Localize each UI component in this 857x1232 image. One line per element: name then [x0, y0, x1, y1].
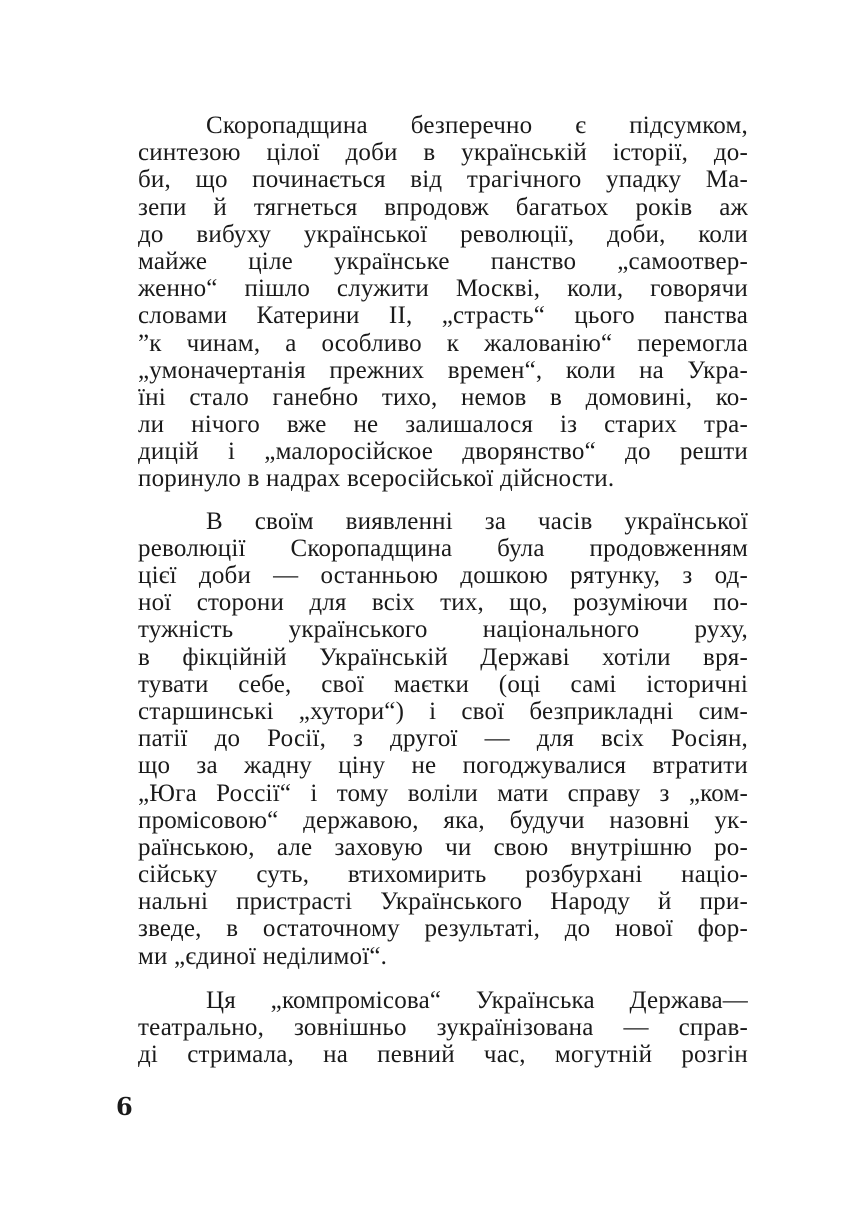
text-line: революції Скоропадщина була продовженням: [138, 534, 748, 562]
text-line: зведе, в остаточному результаті, до нової фор-: [138, 915, 748, 943]
text-line: театрально, зовнішньо зукраїнізована — справ-: [138, 1014, 748, 1041]
text-line: словами Катерини II, „страсть“ цього панства: [138, 302, 748, 330]
text-line: промісовою“ державою, яка, будучи назовні ук-: [138, 806, 748, 834]
text-line: до вибуху української революції, доби, коли: [138, 220, 748, 248]
text-line: би, що починається від трагічного упадку Ма-: [138, 166, 748, 194]
text-line: дицій і „малоросійское дворянство“ до решти: [138, 438, 748, 466]
text-line: „Юга Россії“ і тому воліли мати справу з „ком-: [138, 779, 748, 807]
text-line: нальні пристрасті Українського Народу й при-: [138, 888, 748, 916]
paragraph-3: [138, 987, 748, 1069]
text-line: ді стримала, на певний час, могутній розгін: [138, 1041, 748, 1069]
text-line: поринуло в надрах всеросійської дійсности.: [138, 465, 615, 493]
text-line: сійську суть, втихомирить розбурхані націо-: [138, 861, 748, 889]
text-line: що за жадну ціну не погоджувалися втратити: [138, 752, 748, 780]
text-line: женно“ пішло служити Москві, коли, говорячи: [138, 275, 748, 303]
paragraph-2: [138, 508, 748, 970]
page-number: 6: [116, 1092, 133, 1121]
text-line: синтезою цілої доби в українській історії, до-: [138, 139, 748, 167]
text-line: Скоропадщина безперечно є підсумком,: [206, 112, 748, 139]
text-line: ної сторони для всіх тих, що, розуміючи по-: [138, 589, 748, 617]
text-line: патії до Росії, з другої — для всіх Росіян,: [138, 725, 748, 753]
text-line: старшинські „хутори“) і свої безприкладні сим-: [138, 697, 748, 725]
body-text: [138, 112, 748, 1068]
text-line: майже ціле українське панство „самоотвер-: [138, 247, 748, 275]
text-line: цієї доби — останньою дошкою рятунку, з од-: [138, 562, 748, 589]
text-line: „умоначертанія прежних времен“, коли на Укра-: [138, 356, 748, 384]
text-line: Ця „компромісова“ Українська Держава—: [206, 986, 748, 1014]
text-line: ми „єдиної неділимої“.: [138, 942, 388, 970]
text-line: в фікційній Українській Державі хотіли вря-: [138, 643, 748, 671]
text-line: тужність українського національного руху,: [138, 616, 748, 644]
text-line: раїнською, але заховую чи свою внутрішню ро-: [138, 833, 748, 861]
paragraph-1: [138, 112, 748, 493]
text-line: ли нічого вже не залишалося із старих тра-: [138, 411, 748, 439]
text-line: їні стало ганебно тихо, немов в домовині, ко-: [138, 383, 748, 411]
text-line: ”к чинам, а особливо к жалованію“ перемогла: [138, 329, 748, 357]
text-line: тувати себе, свої маєтки (оці самі історичні: [138, 670, 748, 698]
text-line: В своїм виявленні за часів української: [206, 507, 748, 535]
text-line: зепи й тягнеться впродовж багатьох років аж: [138, 193, 748, 221]
